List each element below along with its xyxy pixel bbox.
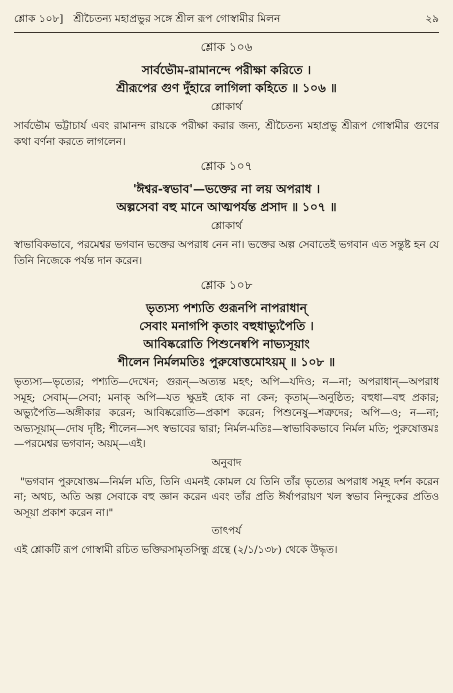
page-number: ২৯ xyxy=(425,13,439,25)
verse-107-line-1: 'ঈশ্বর-স্বভাব'—ভক্তের না লয় অপরাধ । xyxy=(132,182,321,196)
page-header xyxy=(14,12,439,29)
header-rule xyxy=(14,32,439,33)
verse-107-number: শ্লোক ১০৭ xyxy=(200,159,253,173)
header-verse-ref: শ্লোক ১০৮] xyxy=(14,13,64,25)
verse-106-meaning-label: শ্লোকার্থ xyxy=(210,101,243,113)
verse-108-line-4: শীলেন নির্মলমতিঃ পুরুষোত্তমোঽয়ম্ ॥ ১০৮ ॥ xyxy=(117,355,336,369)
verse-106-line-1: সার্বভৌম-রামানন্দে পরীক্ষা করিতে । xyxy=(141,63,312,77)
verse-108-line-2: সেবাং মনাগপি কৃতাং বহুধাভ্যুপৈতি । xyxy=(139,319,314,333)
verse-108-line-3: আবিষ্করোতি পিশুনেষ্বপি নাভ্যসূয়াং xyxy=(143,337,310,351)
verse-108-purport-label: তাৎপর্য xyxy=(211,525,242,537)
verse-106-meaning: সার্বভৌম ভট্টাচার্য এবং রামানন্দ রায়কে পরীক্ষা করার জন্য, শ্রীচৈতন্য মহাপ্রভু শ্রীরূপ গোস্বামীর গুণের কথা বর্ণনা করতে লাগলেন। xyxy=(14,120,439,148)
verse-108-translation-label: অনুবাদ xyxy=(211,456,242,469)
header-running-title: শ্রীচৈতন্য মহাপ্রভুর সঙ্গে শ্রীল রূপ গোস্বামীর মিলন xyxy=(73,13,281,25)
verse-106-line-2: শ্রীরূপের গুণ দুঁহারে লাগিলা কহিতে ॥ ১০৬ ॥ xyxy=(116,81,337,95)
verse-108-line-1: ভৃত্যস্য পশ্যতি গুরূনপি নাপরাধান্ xyxy=(146,301,307,315)
verse-107-line-2: অল্পসেবা বহু মানে আত্মপর্যন্ত প্রসাদ ॥ ১০৭ ॥ xyxy=(116,200,337,214)
verse-108-synonyms: ভৃত্যস্য—ভৃত্যের; পশ্যতি—দেখেন; গুরূন্—অত্যন্ত মহৎ; অপি—যদিও; ন—না; অপরাধান্—অপরাধ সমূহ; সেবাম্—সেবা; মনাক্ অপি—যত ক্ষুদ্রই হোক না কেন; কৃতাম্—অনুষ্ঠিত; বহুধা—বহু প্রকার; অভ্যুপৈতি—অঙ্গীকার করেন; আবিষ্করোতি—প্রকাশ করেন; পিশুনেষু—শত্রুদের; অপি—ও; ন—না; অভ্যসূয়াম্—দোষ দৃষ্টি; শীলেন—সৎ স্বভাবের দ্বারা; নির্মল-মতিঃ—স্বাভাবিকভাবে নির্মল মতি; পুরুষোত্তমঃ—পরমেশ্বর ভগবান; অয়ম্—এই। xyxy=(14,376,439,450)
verse-108-number: শ্লোক ১০৮ xyxy=(200,278,253,292)
verse-107-meaning: স্বাভাবিকভাবে, পরমেশ্বর ভগবান ভক্তের অপরাধ নেন না। ভক্তের অল্প সেবাতেই ভগবান এত সন্তুষ্ট হন যে তিনি নিজেকে পর্যন্ত দান করেন। xyxy=(14,239,439,267)
verse-108-purport: এই শ্লোকটি রূপ গোস্বামী রচিত ভক্তিরসামৃতসিন্ধু গ্রন্থে (২/১/১৩৮) থেকে উদ্ধৃত। xyxy=(14,544,338,556)
verse-108-translation: "ভগবান পুরুষোত্তম—নির্মল মতি, তিনি এমনই কোমল যে তিনি তাঁর ভৃত্যের অপরাধ সমূহ দর্শন করেন না; অথচ, অতি অল্প সেবাকে বহু জ্ঞান করেন এবং তাঁর প্রতি ঈর্ষাপরায়ণ খল স্বভাব নিন্দুকের প্রতিও অসূয়া প্রকাশ করেন না।" xyxy=(14,475,439,519)
verse-106-number: শ্লোক ১০৬ xyxy=(200,40,253,54)
verse-107-meaning-label: শ্লোকার্থ xyxy=(210,220,243,232)
